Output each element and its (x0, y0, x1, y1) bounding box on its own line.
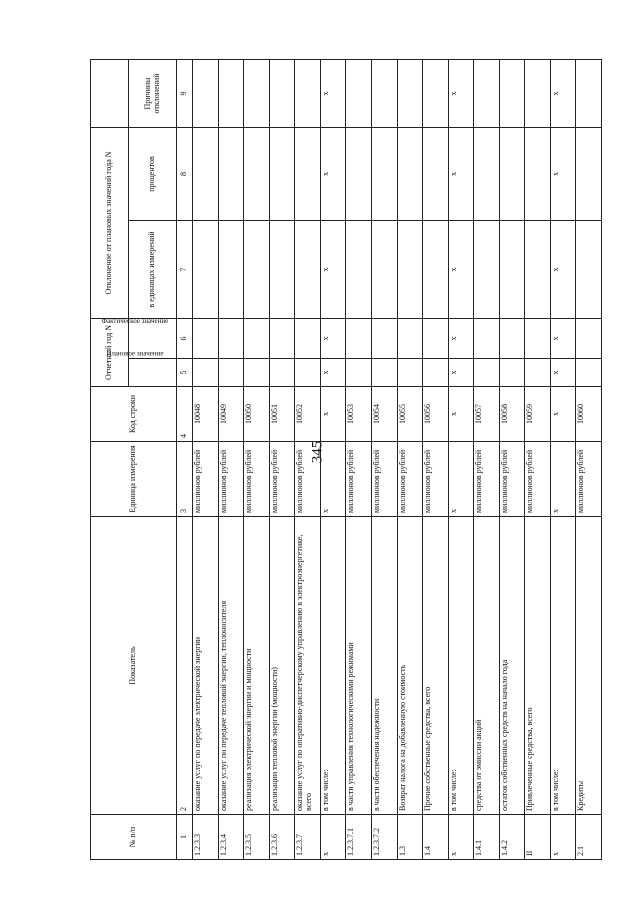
cell-unit: миллионов рублей (397, 442, 423, 517)
cell-reason (244, 59, 270, 127)
cell-dev-units (295, 220, 321, 318)
cell-dev-percent: x (550, 127, 576, 220)
cell-dev-units (244, 220, 270, 318)
header-planned (106, 349, 177, 387)
header-unit: Единица измерения (91, 442, 177, 517)
cell-unit: миллионов рублей (269, 442, 295, 517)
document-sheet (90, 60, 602, 860)
cell-unit: миллионов рублей (193, 442, 219, 517)
cell-dev-units (218, 220, 244, 318)
column-number: 4 (177, 387, 193, 442)
header-actual-text: Фактическое значение (101, 316, 169, 325)
table-row (269, 59, 295, 859)
cell-num: II (525, 815, 551, 860)
cell-planned (371, 359, 397, 387)
column-number: 6 (177, 318, 193, 358)
table-row (371, 59, 397, 859)
cell-code: 10057 (474, 387, 500, 442)
cell-unit: миллионов рублей (474, 442, 500, 517)
cell-unit: миллионов рублей (218, 442, 244, 517)
cell-unit: миллионов рублей (371, 442, 397, 517)
cell-num: 1.2.3.7 (295, 815, 321, 860)
cell-dev-units: x (448, 220, 474, 318)
cell-code: 10058 (499, 387, 525, 442)
cell-actual: x (320, 318, 346, 358)
cell-code: 10049 (218, 387, 244, 442)
cell-actual (218, 318, 244, 358)
cell-dev-percent: x (448, 127, 474, 220)
cell-unit: x (448, 442, 474, 517)
table-row (218, 59, 244, 859)
cell-num: 1.2.3.7.1 (346, 815, 372, 860)
cell-indicator: Кредиты (576, 517, 602, 815)
cell-planned: x (550, 359, 576, 387)
cell-dev-units (193, 220, 219, 318)
cell-actual: x (448, 318, 474, 358)
cell-reason (576, 59, 602, 127)
cell-indicator: в том числе: (320, 517, 346, 815)
cell-dev-percent (244, 127, 270, 220)
table-row (320, 59, 346, 859)
table-row (576, 59, 602, 859)
cell-num: 1.2.3.3 (193, 815, 219, 860)
cell-indicator: средства от эмиссии акций (474, 517, 500, 815)
cell-dev-units (474, 220, 500, 318)
cell-reason (346, 59, 372, 127)
cell-reason (295, 59, 321, 127)
cell-dev-percent (576, 127, 602, 220)
column-number: 8 (177, 127, 193, 220)
cell-planned (269, 359, 295, 387)
cell-indicator: остаток собственных средств на начало года (499, 517, 525, 815)
cell-num: x (320, 815, 346, 860)
table-row (346, 59, 372, 859)
cell-indicator: оказание услуг по передаче электрической энергии (193, 517, 219, 815)
cell-planned (525, 359, 551, 387)
page-number: 345 (309, 440, 326, 464)
cell-reason (218, 59, 244, 127)
cell-num: 1.3 (397, 815, 423, 860)
cell-planned: x (320, 359, 346, 387)
cell-num: 1.2.3.7.2 (371, 815, 397, 860)
rotated-table-wrapper (90, 60, 602, 860)
cell-code: 10059 (525, 387, 551, 442)
cell-dev-units (525, 220, 551, 318)
cell-dev-percent (371, 127, 397, 220)
cell-indicator: в части обеспечения надежности (371, 517, 397, 815)
cell-reason: x (320, 59, 346, 127)
cell-indicator: реализация электрической энергии и мощности (244, 517, 270, 815)
cell-code: 10050 (244, 387, 270, 442)
cell-code: 10051 (269, 387, 295, 442)
cell-code: x (448, 387, 474, 442)
cell-unit: миллионов рублей (576, 442, 602, 517)
cell-dev-units: x (550, 220, 576, 318)
cell-actual (269, 318, 295, 358)
table-row (448, 59, 474, 859)
cell-num: 1.4 (423, 815, 449, 860)
cell-code: 10052 (295, 387, 321, 442)
cell-dev-percent (397, 127, 423, 220)
cell-dev-percent (346, 127, 372, 220)
cell-reason (193, 59, 219, 127)
cell-dev-percent (193, 127, 219, 220)
table-row (244, 59, 270, 859)
cell-indicator: в том числе: (448, 517, 474, 815)
header-code: Код строки (91, 387, 177, 442)
cell-actual (499, 318, 525, 358)
header-dev-units: в единицах измерений (129, 220, 177, 318)
cell-num: x (448, 815, 474, 860)
cell-reason (474, 59, 500, 127)
cell-planned (193, 359, 219, 387)
cell-dev-percent (295, 127, 321, 220)
cell-code: 10048 (193, 387, 219, 442)
table-row (550, 59, 576, 859)
report-table (90, 59, 602, 860)
cell-planned: x (448, 359, 474, 387)
cell-planned (499, 359, 525, 387)
header-reason-top (91, 59, 129, 127)
cell-dev-units (346, 220, 372, 318)
column-number: 1 (177, 815, 193, 860)
cell-num: 1.4.2 (499, 815, 525, 860)
cell-num: 1.2.3.6 (269, 815, 295, 860)
cell-indicator: оказание услуг по передаче тепловой энергии, теплоносителя (218, 517, 244, 815)
cell-actual (576, 318, 602, 358)
cell-num: 2.1 (576, 815, 602, 860)
header-indicator: Показатель (91, 517, 177, 815)
cell-actual (525, 318, 551, 358)
table-row (193, 59, 219, 859)
cell-code: 10055 (397, 387, 423, 442)
cell-planned (295, 359, 321, 387)
header-dev-percent: процентов (129, 127, 177, 220)
cell-indicator: Прочие собственные средства, всего (423, 517, 449, 815)
cell-reason (269, 59, 295, 127)
cell-planned (576, 359, 602, 387)
cell-indicator: Привлеченные средства, всего (525, 517, 551, 815)
cell-dev-units (269, 220, 295, 318)
cell-reason (371, 59, 397, 127)
column-number: 3 (177, 442, 193, 517)
cell-unit: x (550, 442, 576, 517)
table-row (423, 59, 449, 859)
cell-actual (346, 318, 372, 358)
header-deviation: Отклонение от плановых значений года N (91, 127, 129, 318)
cell-reason (423, 59, 449, 127)
cell-unit: миллионов рублей (499, 442, 525, 517)
cell-unit: миллионов рублей (525, 442, 551, 517)
cell-dev-units (423, 220, 449, 318)
cell-dev-percent (269, 127, 295, 220)
table-row (499, 59, 525, 859)
column-number: 2 (177, 517, 193, 815)
cell-actual (397, 318, 423, 358)
cell-actual (474, 318, 500, 358)
cell-num: 1.2.3.5 (244, 815, 270, 860)
cell-dev-percent (423, 127, 449, 220)
cell-indicator: в части управления технологическими режимами (346, 517, 372, 815)
cell-planned (218, 359, 244, 387)
column-number: 5 (177, 359, 193, 387)
cell-dev-units (576, 220, 602, 318)
cell-num: 1.2.3.4 (218, 815, 244, 860)
cell-code: x (550, 387, 576, 442)
cell-dev-percent (474, 127, 500, 220)
cell-planned (397, 359, 423, 387)
cell-reason (397, 59, 423, 127)
cell-reason: x (448, 59, 474, 127)
cell-indicator: реализации тепловой энергии (мощности) (269, 517, 295, 815)
cell-actual: x (550, 318, 576, 358)
cell-code: 10053 (346, 387, 372, 442)
cell-indicator: в том числе: (550, 517, 576, 815)
cell-actual (244, 318, 270, 358)
cell-indicator: Возврат налога на добавленную стоимость (397, 517, 423, 815)
cell-planned (423, 359, 449, 387)
cell-dev-units (371, 220, 397, 318)
cell-num: x (550, 815, 576, 860)
cell-dev-percent (499, 127, 525, 220)
cell-code: 10060 (576, 387, 602, 442)
cell-code: x (320, 387, 346, 442)
table-row (397, 59, 423, 859)
cell-indicator: оказание услуг по оперативно-диспетчерскому управлению в электроэнергетике, всего (295, 517, 321, 815)
table-row (525, 59, 551, 859)
header-num: № п/п (91, 815, 177, 860)
cell-actual (295, 318, 321, 358)
cell-planned (474, 359, 500, 387)
cell-unit: миллионов рублей (346, 442, 372, 517)
cell-code: 10056 (423, 387, 449, 442)
cell-dev-percent (525, 127, 551, 220)
cell-dev-units: x (320, 220, 346, 318)
table-body (193, 59, 602, 859)
header-report-year: Отчетный год N (91, 318, 129, 386)
cell-num: 1.4.1 (474, 815, 500, 860)
cell-code: 10054 (371, 387, 397, 442)
cell-unit: x (320, 442, 346, 517)
header-reason: Причины отклонений (129, 59, 177, 127)
cell-actual (423, 318, 449, 358)
cell-reason (525, 59, 551, 127)
cell-planned (346, 359, 372, 387)
column-number: 7 (177, 220, 193, 318)
cell-reason: x (550, 59, 576, 127)
cell-actual (371, 318, 397, 358)
cell-dev-percent (218, 127, 244, 220)
cell-reason (499, 59, 525, 127)
cell-dev-percent: x (320, 127, 346, 220)
cell-unit: миллионов рублей (295, 442, 321, 517)
cell-unit: миллионов рублей (244, 442, 270, 517)
cell-unit: миллионов рублей (423, 442, 449, 517)
cell-planned (244, 359, 270, 387)
header-planned-text: Плановое значение (106, 349, 164, 358)
cell-dev-units (397, 220, 423, 318)
cell-dev-units (499, 220, 525, 318)
table-row (474, 59, 500, 859)
cell-actual (193, 318, 219, 358)
table-row (295, 59, 321, 859)
column-number: 9 (177, 59, 193, 127)
